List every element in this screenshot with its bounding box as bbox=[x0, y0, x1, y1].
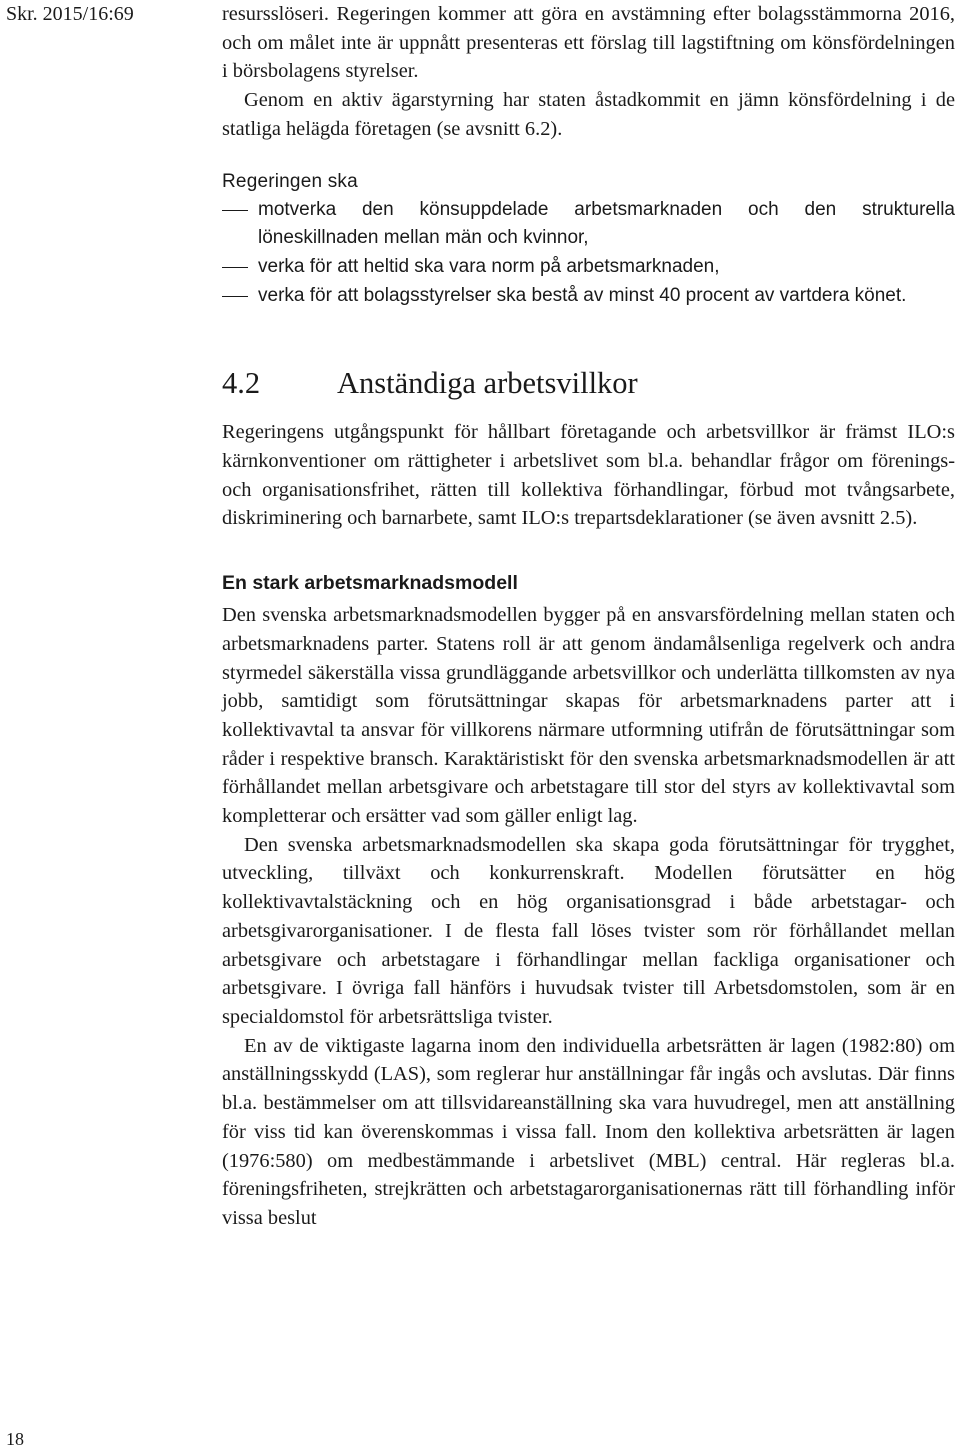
commitment-item-text: verka för att heltid ska vara norm på arbetsmarknaden, bbox=[258, 255, 720, 277]
commitments-list bbox=[222, 196, 955, 311]
commitment-item-text: verka för att bolagsstyrelser ska bestå av minst 40 procent av vartdera könet. bbox=[258, 284, 907, 306]
document-reference: Skr. 2015/16:69 bbox=[6, 3, 134, 25]
section-heading bbox=[222, 363, 955, 403]
section-number: 4.2 bbox=[222, 366, 261, 401]
subsection-paragraph: En av de viktigaste lagarna inom den individuella arbetsrätten är lagen (1982:80) om anställningsskydd (LAS), som reglerar hur anställningar får ingås och avslutas. Där finns bl.a. bestämmelser om att tillsvidareanställning ska vara huvudregel, men att anställning för viss tid kan överenskommas i vissa fall. Inom den kollektiva arbetsrätten är lagen (1976:580) om medbestämmande i arbetslivet (MBL) central. Här regleras bl.a. föreningsfriheten, strejkrätten och arbetstagarorganisationernas rätt till förhandling inför vissa beslut bbox=[222, 1034, 955, 1229]
intro-paragraph-2: Genom en aktiv ägarstyrning har staten åstadkommit en jämn könsfördelning i de statliga helägda företagen (se avsnitt 6.2). bbox=[222, 89, 955, 140]
commitment-item bbox=[222, 196, 955, 253]
page-body bbox=[222, 0, 955, 1233]
section-title: Anständiga arbetsvillkor bbox=[337, 366, 638, 401]
commitment-item-text: motverka den könsuppdelade arbetsmarknaden och den strukturella löneskillnaden mellan män och kvinnor, bbox=[258, 198, 955, 249]
dash-bullet-icon bbox=[222, 267, 248, 268]
commitment-item bbox=[222, 253, 955, 282]
subsection-paragraph: Den svenska arbetsmarknadsmodellen ska skapa goda förutsättningar för trygghet, utveckling, tillväxt och konkurrenskraft. Modellen förutsätter en hög kollektivavtalstäckning och en hög organisationsgrad i både arbetstagar- och arbetsgivarorganisationer. I de flesta fall löses tvister som rör förhållandet mellan arbetsgivare och arbetstagare i förhandlingar mellan fackliga organisationer och arbetsgivare. I övriga fall hänförs i huvudsak tvister till Arbetsdomstolen, som är en specialdomstol för arbetsrättsliga tvister. bbox=[222, 833, 955, 1028]
intro-paragraph: resursslöseri. Regeringen kommer att göra en avstämning efter bolagsstämmorna 2016, och om målet inte är uppnått presenteras ett förslag till lagstiftning om könsfördelningen i börsbolagens styrelser. bbox=[222, 3, 955, 83]
dash-bullet-icon bbox=[222, 210, 248, 211]
subsection-heading: En stark arbetsmarknadsmodell bbox=[222, 572, 518, 595]
commitments-lead: Regeringen ska bbox=[222, 170, 358, 192]
subsection-paragraph: Den svenska arbetsmarknadsmodellen bygger på en ansvarsfördelning mellan staten och arbetsmarknadens parter. Statens roll är att genom ändamålsenliga regelverk och andra styrmedel säkerställa vissa grundläggande arbetsvillkor och underlätta tillkomsten av nya jobb, samtidigt som förutsättningar skapas för arbetsmarknadens parter att i kollektivavtal ta ansvar för villkorens närmare utformning utifrån de förutsättningar som råder i respektive bransch. Karaktäristiskt för den svenska arbetsmarknadsmodellen är att förhållandet mellan arbetsgivare och arbetstagare till stor del styrs av kollektivavtal som kompletterar och ersätter vad som gäller enligt lag. bbox=[222, 604, 955, 828]
page-number: 18 bbox=[6, 1429, 24, 1449]
commitment-item bbox=[222, 282, 955, 311]
section-paragraph: Regeringens utgångspunkt för hållbart företagande och arbetsvillkor är främst ILO:s kärnkonventioner om rättigheter i arbetslivet som bl.a. behandlar frågor om förenings- och organisationsfrihet, rätten till kollektiva förhandlingar, förbud mot tvångsarbete, diskriminering och barnarbete, samt ILO:s trepartsdeklarationer (se även avsnitt 2.5). bbox=[222, 421, 955, 530]
dash-bullet-icon bbox=[222, 296, 248, 297]
